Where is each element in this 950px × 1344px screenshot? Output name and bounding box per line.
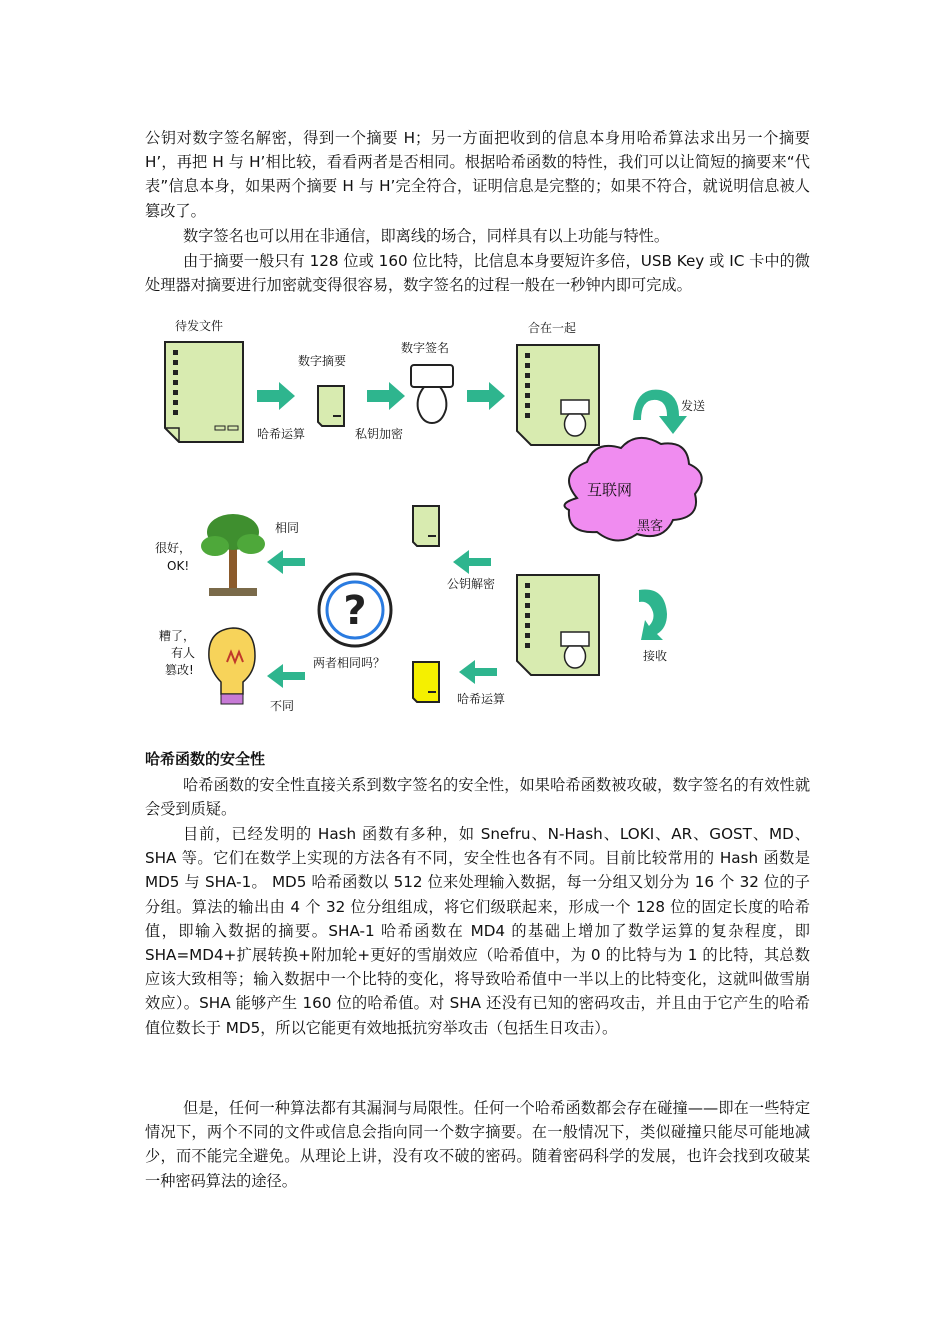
paragraph-6: 但是，任何一种算法都有其漏洞与局限性。任何一个哈希函数都会存在碰撞——即在一些特定情况下，两个不同的文件或信息会指向同一个数字摘要。在一般情况下，类似碰撞只能尽可能地减少，而不能完全避免。从理论上讲，没有攻不破的密码。随着密码科学的发展，也许会找到攻破某一种密码算法的途径。 bbox=[145, 1099, 810, 1190]
label-public-key-decrypt: 公钥解密 bbox=[447, 577, 496, 591]
digest-icon bbox=[318, 386, 344, 426]
label-digest: 数字摘要 bbox=[298, 354, 347, 368]
label-hacker: 黑客 bbox=[637, 519, 664, 534]
arrow-3-icon bbox=[467, 382, 505, 410]
question-mark: ? bbox=[343, 588, 367, 634]
receive-arrow-icon bbox=[639, 590, 667, 641]
label-send: 发送 bbox=[681, 399, 705, 413]
internet-cloud-icon bbox=[565, 438, 702, 541]
arrow-1-icon bbox=[257, 382, 295, 410]
arrow-decrypt-icon bbox=[453, 550, 491, 574]
question-icon bbox=[319, 574, 391, 646]
arrow-hash-2-icon bbox=[459, 660, 497, 684]
label-receive: 接收 bbox=[643, 649, 668, 663]
label-doc-to-send: 待发文件 bbox=[175, 319, 224, 333]
paragraph-3: 由于摘要一般只有 128 位或 160 位比特，比信息本身要短许多倍，USB Key 或 IC 卡中的微处理器对摘要进行加密就变得很容易，数字签名的过程一般在一秒钟内即可完成。 bbox=[145, 252, 810, 295]
paragraph-1: 公钥对数字签名解密，得到一个摘要 H；另一方面把收到的信息本身用哈希算法求出另一个摘要 H’，再把 H 与 H’相比较，看看两者是否相同。根据哈希函数的特性，我们可以让简短的摘要来“代表”信息本身，如果两个摘要 H 与 H’完全符合，证明信息是完整的；如果不符合，就说明信息被人篡改了。 bbox=[145, 129, 810, 220]
label-hash-op-2: 哈希运算 bbox=[457, 692, 506, 706]
paragraph-2: 数字签名也可以用在非通信，即离线的场合，同样具有以上功能与特性。 bbox=[183, 227, 669, 245]
section-heading: 哈希函数的安全性 bbox=[145, 750, 266, 768]
doc-to-send-icon bbox=[165, 342, 243, 442]
label-compare: 两者相同吗？ bbox=[313, 656, 386, 670]
send-arrow-icon bbox=[633, 390, 687, 434]
label-hash-op: 哈希运算 bbox=[257, 427, 306, 441]
paragraph-5: 目前，已经发明的 Hash 函数有多种，如 Snefru、N-Hash、LOKI、AR、GOST、MD、SHA 等。它们在数学上实现的方法各有不同，安全性也各有不同。目前比较常用的 Hash 函数是 MD5 与 SHA-1。 MD5 哈希函数以 512 位来处理输入数据，每一分组又划分为 16 个 32 位的子分组。算法的输出由 4 个 32 位分组组成，将它们级联起来，形成一个 128 位的固定长度的哈希值，即输入数据的摘要。SHA-1 哈希函数在 MD4 的基础上增加了数学运算的复杂程度，即 SHA=MD4+扩展转换+附加轮+更好的雪崩效应（哈希值中，为 0 的比特与为 1 的比特，其总数应该大致相等；输入数据中一个比特的变化，将导致哈希值中一半以上的比特变化，这就叫做雪崩效应）。SHA 能够产生 160 位的哈希值。对 SHA 还没有已知的密码攻击，并且由于它产生的哈希值位数长于 MD5，所以它能更有效地抵抗穷举攻击（包括生日攻击）。 bbox=[145, 825, 810, 1037]
label-signature: 数字签名 bbox=[401, 341, 450, 355]
arrow-different-icon bbox=[267, 664, 305, 688]
label-same: 相同 bbox=[275, 521, 300, 535]
decrypted-digest-icon bbox=[413, 506, 439, 546]
new-digest-icon bbox=[413, 662, 439, 702]
label-oops-1: 糟了， bbox=[159, 629, 196, 643]
arrow-same-icon bbox=[267, 550, 305, 574]
label-different: 不同 bbox=[270, 699, 295, 713]
label-good-2: OK! bbox=[167, 559, 190, 573]
combined-doc-icon bbox=[517, 345, 599, 445]
label-internet: 互联网 bbox=[587, 481, 633, 499]
received-doc-icon bbox=[517, 575, 599, 675]
label-private-key-encrypt: 私钥加密 bbox=[355, 427, 404, 441]
label-oops-3: 篡改! bbox=[165, 663, 194, 677]
seal-icon bbox=[411, 365, 453, 423]
arrow-2-icon bbox=[367, 382, 405, 410]
tree-icon bbox=[201, 514, 265, 596]
label-oops-2: 有人 bbox=[171, 646, 196, 660]
label-good-1: 很好， bbox=[155, 541, 192, 555]
label-combined: 合在一起 bbox=[528, 321, 577, 335]
digital-signature-diagram bbox=[145, 310, 705, 730]
paragraph-4: 哈希函数的安全性直接关系到数字签名的安全性，如果哈希函数被攻破，数字签名的有效性就会受到质疑。 bbox=[145, 776, 810, 819]
lightbulb-icon bbox=[209, 628, 255, 704]
